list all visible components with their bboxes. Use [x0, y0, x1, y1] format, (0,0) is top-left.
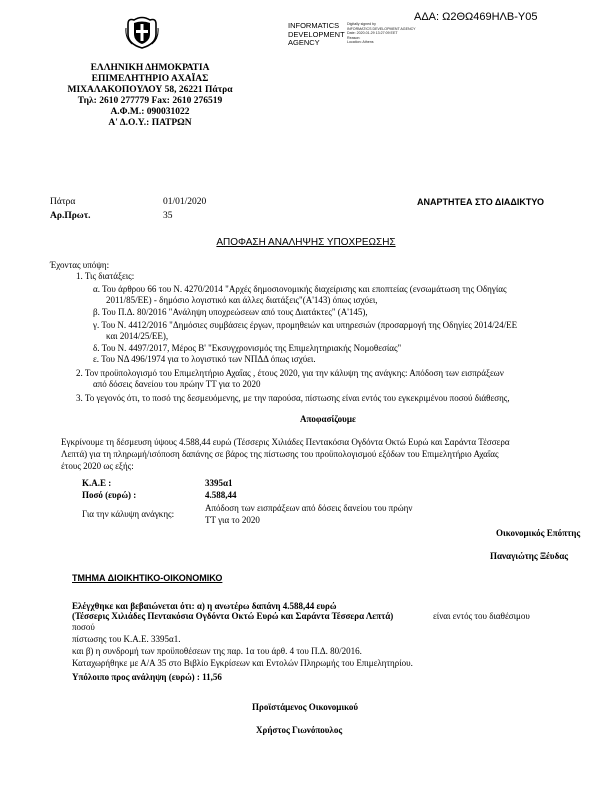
document-title-text: ΑΠΟΦΑΣΗ ΑΝΑΛΗΨΗΣ ΥΠΟΧΡΕΩΣΗΣ — [216, 237, 396, 248]
protocol-number: 35 — [163, 211, 173, 221]
org-line: ΜΙΧΑΛΑΚΟΠΟΥΛΟΥ 58, 26221 Πάτρα — [67, 85, 233, 95]
greek-coat-of-arms-icon — [124, 14, 160, 50]
signatory-role: Οικονομικός Επόπτης — [496, 528, 581, 538]
org-line: Τηλ: 2610 277779 Fax: 2610 276519 — [77, 96, 223, 106]
decision-line: Εγκρίνουμε τη δέσμευση ύψους 4.588,44 ευρώ (Τέσσερις Χιλιάδες Πεντακόσια Ογδόντα Οκτώ Ευρώ και Σαράντα Τέσσερα — [61, 437, 510, 447]
signatory-name: Παναγιώτης Ξέυδας — [490, 551, 569, 561]
ida-signature-stamp — [288, 22, 345, 48]
consideration-line: και 2014/25/ΕΕ), — [106, 331, 169, 341]
document-title — [0, 237, 612, 248]
balance-line: Υπόλοιπο προς ανάληψη (ευρώ) : 11,56 — [72, 672, 222, 682]
verify-line: και β) η συνδρομή των προϋποθέσεων της παρ. 1α του άρθ. 4 του Π.Δ. 80/2016. — [72, 646, 362, 656]
consideration-line: ε. Του ΝΔ 496/1974 για το λογιστικό των ΝΠΔΔ όπως ισχύει. — [93, 354, 316, 364]
consideration-line: 3. Το γεγονός ότι, το ποσό της δεσμευόμενης, με την παρούσα, πίστωσης είναι εντός του εγκεκριμένου ποσού διάθεσης, — [76, 393, 510, 403]
verify-line: Καταχωρήθηκε με Α/Α 35 στο Βιβλίο Εγκρίσεων και Εντολών Πληρωμής του Επιμελητηρίου. — [72, 658, 413, 668]
org-line: ΕΛΛΗΝΙΚΗ ΔΗΜΟΚΡΑΤΙΑ — [90, 63, 210, 73]
consideration-line: 2. Τον προϋπολογισμό του Επιμελητήριο Αχαΐας , έτους 2020, για την κάλυψη της ανάγκης: Απόδοση των εισπράξεων — [76, 368, 504, 378]
organization-header — [0, 63, 300, 129]
ada-code: ΑΔΑ: Ω2ΘΩ469ΗΛΒ-Υ05 — [414, 11, 538, 23]
amount-label: Ποσό (ευρώ) : — [82, 490, 137, 500]
ida-signature-details — [347, 22, 416, 45]
protocol-label: Αρ.Πρωτ. — [50, 211, 91, 221]
need-label: Για την κάλυψη ανάγκης: — [82, 509, 175, 519]
ida-line: INFORMATICS — [288, 21, 340, 30]
intro-text: Έχοντας υπόψη: — [50, 260, 110, 270]
ida-fine-line: Reason: — [347, 35, 361, 40]
verify-line: είναι εντός του διαθέσιμου — [433, 611, 530, 621]
ida-fine-line: Date: 2020.01.29 13:27:09 EET — [347, 31, 398, 35]
ida-line: AGENCY — [288, 38, 320, 47]
ida-line: DEVELOPMENT — [288, 29, 345, 39]
decision-heading: Αποφασίζουμε — [300, 414, 356, 424]
amount-value: 4.588,44 — [205, 490, 237, 500]
org-line: ΕΠΙΜΕΛΗΤΗΡΙΟ ΑΧΑΪΑΣ — [91, 74, 209, 84]
verify-line: ποσού — [72, 622, 95, 632]
kae-value: 3395α1 — [205, 478, 233, 488]
consideration-line: δ. Του Ν. 4497/2017, Μέρος Β' "Εκσυγχρονισμός της Επιμελητηριακής Νομοθεσίας" — [93, 343, 402, 353]
verify-line: (Τέσσερις Χιλιάδες Πεντακόσια Ογδόντα Οκτώ Ευρώ και Σαράντα Τέσσερα Λεπτά) — [72, 611, 394, 621]
signatory-role: Προϊστάμενος Οικονομικού — [252, 702, 359, 712]
org-line: Α' Δ.Ο.Υ.: ΠΑΤΡΩΝ — [108, 118, 192, 128]
verify-line: Ελέγχθηκε και βεβαιώνεται ότι: α) η ανωτέρω δαπάνη 4.588,44 ευρώ — [72, 601, 337, 611]
consideration-line: 1. Τις διατάξεις: — [76, 271, 135, 281]
ida-fine-line: INFORMATICS DEVELOPMENT AGENCY — [347, 26, 416, 31]
org-line: Α.Φ.Μ.: 090031022 — [110, 107, 190, 117]
decision-line: έτους 2020 ως εξής: — [61, 461, 134, 471]
section-heading: ΤΜΗΜΑ ΔΙΟΙΚΗΤΙΚΟ-ΟΙΚΟΝΟΜΙΚΟ — [72, 573, 223, 583]
consideration-line: 2011/85/ΕΕ) - δημόσιο λογιστικό και άλλες διατάξεις"(Α'143) όπως ισχύει, — [106, 295, 378, 305]
signatory-name: Χρήστος Γιωνόπουλος — [256, 725, 343, 735]
verify-line: πίστωσης του Κ.Α.Ε. 3395α1. — [72, 634, 181, 644]
ida-fine-line: Location: Athens — [347, 40, 374, 44]
consideration-line: γ. Του Ν. 4412/2016 "Δημόσιες συμβάσεις έργων, προμηθειών και υπηρεσιών (προσαρμογή της Οδηγίες 2014/24/ΕΕ — [93, 320, 518, 330]
consideration-line: από δόσεις δανείου του πρώην ΤΤ για το 2020 — [93, 379, 261, 389]
kae-label: Κ.Α.Ε : — [82, 478, 112, 488]
consideration-line: α. Του άρθρου 66 του Ν. 4270/2014 "Αρχές δημοσιονομικής διαχείρισης και εποπτείας (ενσωμάτωση της Οδηγίας — [93, 284, 507, 294]
need-value: ΤΤ για το 2020 — [205, 515, 260, 525]
publication-notice: ΑΝΑΡΤΗΤΕΑ ΣΤΟ ΔΙΑΔΙΚΤΥΟ — [417, 197, 544, 207]
place-label: Πάτρα — [50, 197, 76, 207]
ida-fine-line: Digitally signed by — [347, 22, 376, 26]
consideration-line: β. Του Π.Δ. 80/2016 "Ανάληψη υποχρεώσεων από τους Διατάκτες" (Α'145), — [93, 307, 368, 317]
decision-line: Λεπτά) για τη πληρωμή/ισόποση δαπάνης σε βάρος της πίστωσης του προϋπολογισμού εξόδων του Επιμελητήριο Αχαΐας — [61, 449, 499, 459]
need-value: Απόδοση των εισπράξεων από δόσεις δανείου του πρώην — [205, 503, 413, 513]
document-date: 01/01/2020 — [163, 197, 207, 207]
